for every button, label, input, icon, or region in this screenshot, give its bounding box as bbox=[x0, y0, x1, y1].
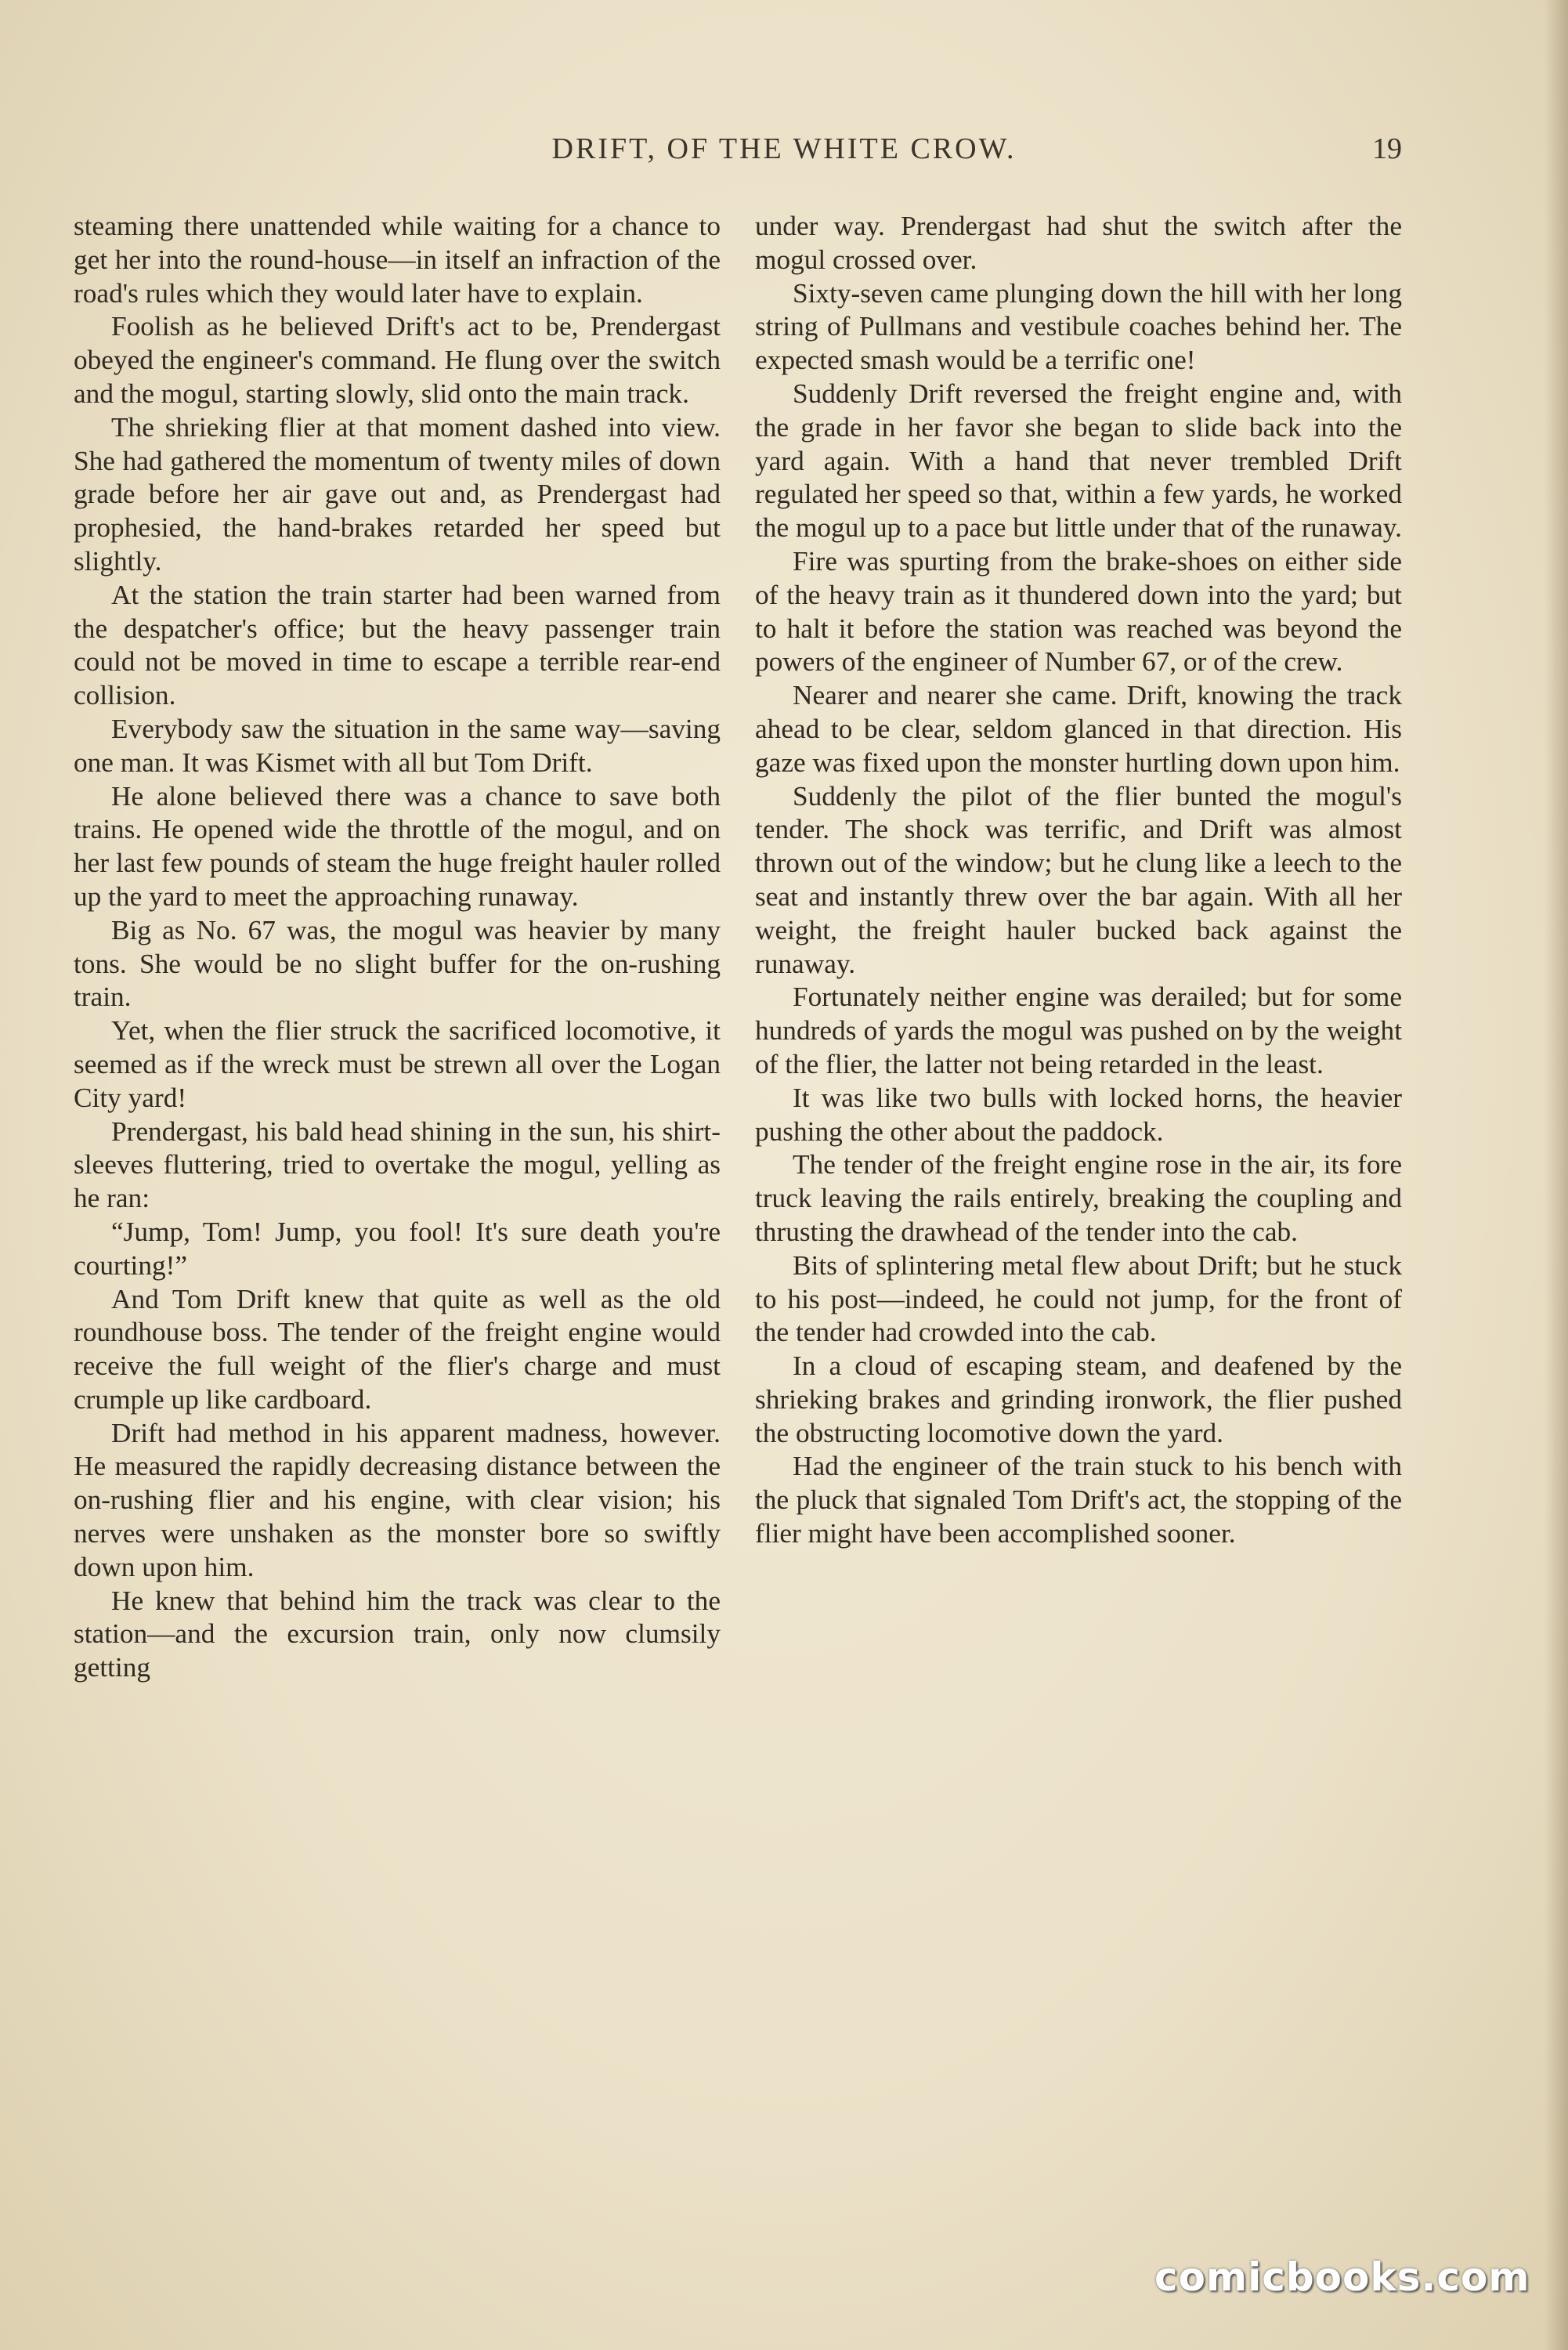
right-column bbox=[755, 210, 1402, 1551]
paragraph: “Jump, Tom! Jump, you fool! It's sure death you're courting!” bbox=[74, 1216, 721, 1281]
paragraph: Drift had method in his apparent madness, however. He measured the rapidly decreasing distance between the on-rushing flier and his engine, with clear vision; his nerves were unshaken as the monster bore so swiftly down upon him. bbox=[74, 1417, 721, 1582]
paragraph: Yet, when the flier struck the sacrificed locomotive, it seemed as if the wreck must be strewn all over the Logan City yard! bbox=[74, 1015, 721, 1113]
paragraph: Suddenly Drift reversed the freight engine and, with the grade in her favor she began to slide back into the yard again. With a hand that never trembled Drift regulated her speed so that, within a few yards, he worked the mogul up to a pace but little under that of the runaway. bbox=[755, 378, 1402, 544]
paragraph: And Tom Drift knew that quite as well as the old roundhouse boss. The tender of the freight engine would receive the full weight of the flier's charge and must crumple up like cardboard. bbox=[74, 1283, 721, 1415]
paragraph: Nearer and nearer she came. Drift, knowing the track ahead to be clear, seldom glanced in that direction. His gaze was fixed upon the monster hurtling down upon him. bbox=[755, 680, 1402, 778]
paragraph: It was like two bulls with locked horns, the heavier pushing the other about the paddock. bbox=[755, 1082, 1402, 1147]
paragraph: Prendergast, his bald head shining in the sun, his shirt-sleeves fluttering, tried to overtake the mogul, yelling as he ran: bbox=[74, 1115, 721, 1214]
left-column bbox=[74, 210, 721, 1685]
page-header bbox=[0, 132, 1568, 179]
paragraph: Fortunately neither engine was derailed; but for some hundreds of yards the mogul was pushed on by the weight of the flier, the latter not being retarded in the least. bbox=[755, 982, 1402, 1079]
paragraph: Bits of splintering metal flew about Drift; but he stuck to his post—indeed, he could not jump, for the front of the tender had crowded into the cab. bbox=[755, 1249, 1402, 1348]
paragraph: He alone believed there was a chance to save both trains. He opened wide the throttle of the mogul, and on her last few pounds of steam the huge freight hauler rolled up the yard to meet the approaching runaway. bbox=[74, 780, 721, 912]
paragraph: Fire was spurting from the brake-shoes on either side of the heavy train as it thundered down into the yard; but to halt it before the station was reached was beyond the powers of the engineer of Number 67, or of the crew. bbox=[755, 545, 1402, 678]
paragraph: Foolish as he believed Drift's act to be, Prendergast obeyed the engineer's command. He flung over the switch and the mogul, starting slowly, slid onto the main track. bbox=[74, 311, 721, 409]
paragraph: In a cloud of escaping steam, and deafened by the shrieking brakes and grinding ironwork, the flier pushed the obstructing locomotive down the yard. bbox=[755, 1350, 1402, 1448]
paragraph: Big as No. 67 was, the mogul was heavier by many tons. She would be no slight buffer for the on-rushing train. bbox=[74, 914, 721, 1013]
watermark: comicbooks.com bbox=[1154, 2254, 1530, 2300]
paragraph: steaming there unattended while waiting for a chance to get her into the round-house—in itself an infraction of the road's rules which they would later have to explain. bbox=[74, 211, 721, 309]
paragraph: Had the engineer of the train stuck to his bench with the pluck that signaled Tom Drift's act, the stopping of the flier might have been accomplished sooner. bbox=[755, 1451, 1402, 1549]
paragraph: The tender of the freight engine rose in the air, its fore truck leaving the rails entirely, breaking the coupling and thrusting the drawhead of the tender into the cab. bbox=[755, 1149, 1402, 1247]
paragraph: Suddenly the pilot of the flier bunted the mogul's tender. The shock was terrific, and Drift was almost thrown out of the window; but he clung like a leech to the seat and instantly threw over the bar again. With all her weight, the freight hauler bucked back against the runaway. bbox=[755, 780, 1402, 979]
page-edge-shadow bbox=[1545, 0, 1568, 2350]
paragraph: At the station the train starter had been warned from the despatcher's office; but the heavy passenger train could not be moved in time to escape a terrible rear-end collision. bbox=[74, 579, 721, 711]
paragraph: Everybody saw the situation in the same way—saving one man. It was Kismet with all but Tom Drift. bbox=[74, 713, 721, 778]
page-number: 19 bbox=[1372, 132, 1402, 165]
paragraph: The shrieking flier at that moment dashed into view. She had gathered the momentum of twenty miles of down grade before her air gave out and, as Prendergast had prophesied, the hand-brakes retarded her speed but slightly. bbox=[74, 411, 721, 577]
paragraph: He knew that behind him the track was clear to the station—and the excursion train, only now clumsily getting bbox=[74, 1585, 721, 1683]
running-title: DRIFT, OF THE WHITE CROW. bbox=[551, 132, 1017, 165]
paragraph: under way. Prendergast had shut the switch after the mogul crossed over. bbox=[755, 211, 1402, 275]
paragraph: Sixty-seven came plunging down the hill with her long string of Pullmans and vestibule coaches behind her. The expected smash would be a terrific one! bbox=[755, 277, 1402, 376]
